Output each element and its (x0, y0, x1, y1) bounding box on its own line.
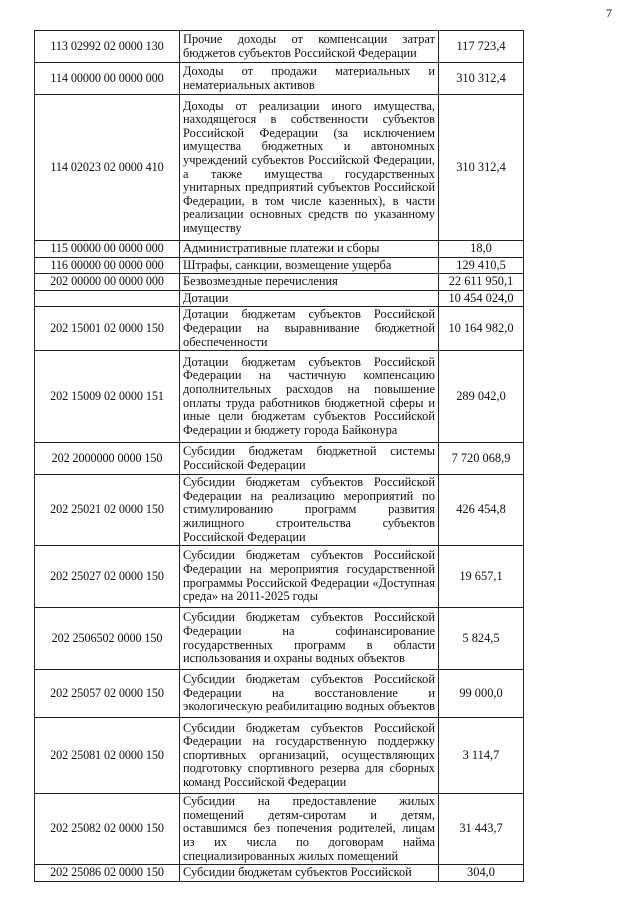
row-amount: 19 657,1 (439, 546, 524, 608)
row-amount: 310 312,4 (439, 95, 524, 241)
table-row (35, 274, 524, 291)
row-code: 202 25027 02 0000 150 (35, 546, 180, 608)
row-description: Прочие доходы от компенсации затрат бюджетов субъектов Российской Федерации (180, 31, 439, 63)
row-description: Административные платежи и сборы (180, 241, 439, 258)
table-row (35, 608, 524, 670)
row-amount: 304,0 (439, 865, 524, 882)
row-description: Субсидии бюджетам субъектов Российской Федерации на софинансирование государственных программ в области использования и охраны водных объектов (180, 608, 439, 670)
row-description: Дотации (180, 290, 439, 307)
row-description: Безвозмездные перечисления (180, 274, 439, 291)
budget-revenue-table (34, 30, 524, 882)
table-row (35, 307, 524, 351)
page-number: 7 (606, 6, 612, 20)
row-code: 115 00000 00 0000 000 (35, 241, 180, 258)
row-amount: 289 042,0 (439, 351, 524, 443)
row-amount: 22 611 950,1 (439, 274, 524, 291)
table-row (35, 290, 524, 307)
row-code: 202 25086 02 0000 150 (35, 865, 180, 882)
table-row (35, 351, 524, 443)
row-amount: 10 164 982,0 (439, 307, 524, 351)
row-description: Штрафы, санкции, возмещение ущерба (180, 257, 439, 274)
row-description: Субсидии бюджетам субъектов Российской (180, 865, 439, 882)
table-row (35, 865, 524, 882)
table-row (35, 443, 524, 475)
row-code: 202 25081 02 0000 150 (35, 718, 180, 794)
row-description: Субсидии бюджетам субъектов Российской Федерации на восстановление и экологическую реабилитацию водных объектов (180, 670, 439, 718)
row-code: 202 15001 02 0000 150 (35, 307, 180, 351)
table-row (35, 257, 524, 274)
row-code: 202 15009 02 0000 151 (35, 351, 180, 443)
row-amount: 3 114,7 (439, 718, 524, 794)
row-code (35, 290, 180, 307)
table-row (35, 794, 524, 865)
row-description: Доходы от реализации иного имущества, находящегося в собственности субъектов Российской Федерации (за исключением имущества бюджетных и автономных учреждений субъектов Российской Федерации, а также имущества государственных унитарных предприятий субъектов Российской Федерации, в том числе казенных), в части реализации основных средств по указанному имуществу (180, 95, 439, 241)
row-code: 114 02023 02 0000 410 (35, 95, 180, 241)
row-description: Субсидии бюджетам бюджетной системы Российской Федерации (180, 443, 439, 475)
row-amount: 117 723,4 (439, 31, 524, 63)
row-code: 202 00000 00 0000 000 (35, 274, 180, 291)
row-code: 202 2000000 0000 150 (35, 443, 180, 475)
row-description: Субсидии бюджетам субъектов Российской Федерации на государственную поддержку спортивных организаций, осуществляющих подготовку спортивного резерва для сборных команд Российской Федерации (180, 718, 439, 794)
table-row (35, 546, 524, 608)
row-amount: 10 454 024,0 (439, 290, 524, 307)
row-description: Субсидии на предоставление жилых помещений детям-сиротам и детям, оставшимся без попечения родителей, лицам из их числа по договорам найма специализированных жилых помещений (180, 794, 439, 865)
row-code: 202 25021 02 0000 150 (35, 475, 180, 546)
row-amount: 7 720 068,9 (439, 443, 524, 475)
row-description: Дотации бюджетам субъектов Российской Федерации на частичную компенсацию дополнительных расходов на повышение оплаты труда работников бюджетной сферы и иные цели бюджетам субъектов Российской Федерации и бюджету города Байконура (180, 351, 439, 443)
table-row (35, 718, 524, 794)
row-amount: 129 410,5 (439, 257, 524, 274)
table-row (35, 241, 524, 258)
row-code: 116 00000 00 0000 000 (35, 257, 180, 274)
table-row (35, 95, 524, 241)
row-amount: 31 443,7 (439, 794, 524, 865)
row-amount: 310 312,4 (439, 63, 524, 95)
row-code: 202 2506502 0000 150 (35, 608, 180, 670)
row-description: Доходы от продажи материальных и нематериальных активов (180, 63, 439, 95)
row-code: 202 25057 02 0000 150 (35, 670, 180, 718)
table-row (35, 670, 524, 718)
row-amount: 5 824,5 (439, 608, 524, 670)
row-description: Дотации бюджетам субъектов Российской Федерации на выравнивание бюджетной обеспеченности (180, 307, 439, 351)
row-amount: 99 000,0 (439, 670, 524, 718)
row-amount: 18,0 (439, 241, 524, 258)
row-description: Субсидии бюджетам субъектов Российской Федерации на реализацию мероприятий по стимулированию программ развития жилищного строительства субъектов Российской Федерации (180, 475, 439, 546)
table-row (35, 31, 524, 63)
row-description: Субсидии бюджетам субъектов Российской Федерации на мероприятия государственной программы Российской Федерации «Доступная среда» на 2011-2025 годы (180, 546, 439, 608)
row-code: 114 00000 00 0000 000 (35, 63, 180, 95)
row-code: 202 25082 02 0000 150 (35, 794, 180, 865)
row-amount: 426 454,8 (439, 475, 524, 546)
table-row (35, 475, 524, 546)
table-row (35, 63, 524, 95)
row-code: 113 02992 02 0000 130 (35, 31, 180, 63)
